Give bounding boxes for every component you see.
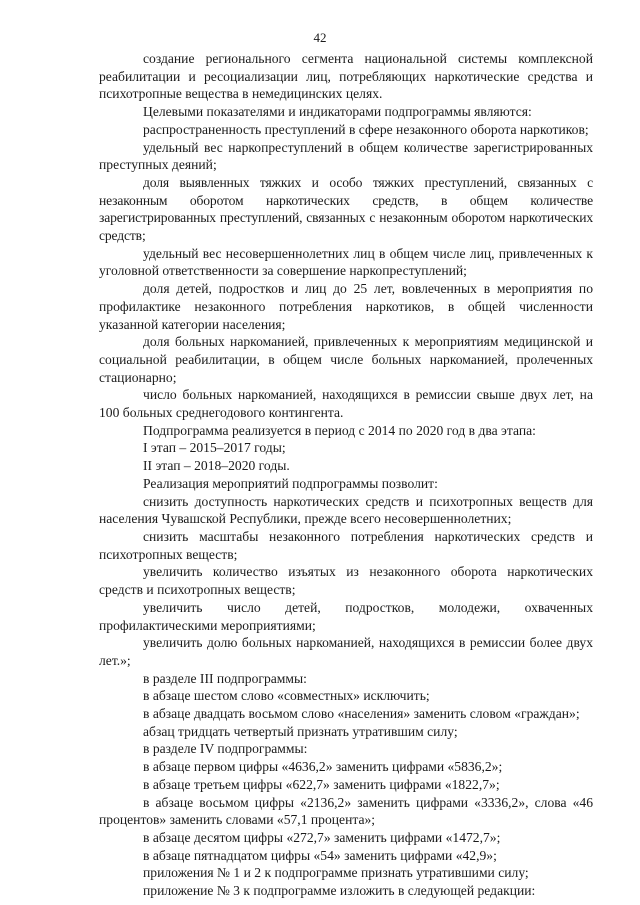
paragraph: распространенность преступлений в сфере незаконного оборота наркотиков; [143, 121, 589, 137]
paragraph: увеличить число детей, подростков, молодежи, охваченных профилактическими мероприятиями; [99, 599, 593, 633]
paragraph: в абзаце третьем цифры «622,7» заменить цифрами «1822,7»; [143, 776, 500, 792]
paragraph: создание регионального сегмента национальной системы комплексной реабилитации и ресоциализации лиц, потребляющих наркотические средства и психотропные вещества в немедицинских целях. [99, 51, 593, 102]
paragraph: в абзаце десятом цифры «272,7» заменить цифрами «1472,7»; [143, 829, 501, 845]
paragraph: Целевыми показателями и индикаторами подпрограммы являются: [143, 104, 532, 120]
paragraph: в абзаце двадцать восьмом слово «населения» заменить словом «граждан»; [143, 706, 580, 722]
paragraph: в абзаце пятнадцатом цифры «54» заменить цифрами «42,9»; [143, 847, 497, 863]
paragraph: Реализация мероприятий подпрограммы позволит: [143, 475, 438, 491]
paragraph: в разделе III подпрограммы: [143, 670, 307, 686]
paragraph: I этап – 2015–2017 годы; [143, 440, 286, 456]
document-body [99, 50, 593, 900]
page-number: 42 [313, 30, 327, 45]
paragraph: удельный вес наркопреступлений в общем количестве зарегистрированных преступных деяний; [99, 139, 593, 173]
paragraph: приложения № 1 и 2 к подпрограмме признать утратившими силу; [143, 865, 529, 881]
paragraph: удельный вес несовершеннолетних лиц в общем числе лиц, привлеченных к уголовной ответственности за совершение наркопреступлений; [99, 245, 593, 279]
paragraph: число больных наркоманией, находящихся в ремиссии свыше двух лет, на 100 больных среднегодового контингента. [99, 387, 593, 421]
paragraph: II этап – 2018–2020 годы. [143, 458, 290, 474]
paragraph: абзац тридцать четвертый признать утратившим силу; [143, 723, 458, 739]
paragraph: доля выявленных тяжких и особо тяжких преступлений, связанных с незаконным оборотом наркотических средств, в общем количестве зарегистрированных преступлений, связанных с незаконным оборотом наркотических средств; [99, 174, 593, 244]
paragraph: снизить масштабы незаконного потребления наркотических средств и психотропных веществ; [99, 528, 593, 562]
paragraph: в абзаце первом цифры «4636,2» заменить цифрами «5836,2»; [143, 759, 503, 775]
paragraph: доля больных наркоманией, привлеченных к мероприятиям медицинской и социальной реабилитации, в общем числе больных наркоманией, пролеченных стационарно; [99, 334, 593, 385]
paragraph: доля детей, подростков и лиц до 25 лет, вовлеченных в мероприятия по профилактике незаконного потребления наркотиков, в общей численности указанной категории населения; [99, 281, 593, 332]
paragraph: Подпрограмма реализуется в период с 2014 по 2020 год в два этапа: [143, 422, 536, 438]
paragraph: приложение № 3 к подпрограмме изложить в следующей редакции: [143, 883, 536, 899]
paragraph: увеличить количество изъятых из незаконного оборота наркотических средств и психотропных веществ; [99, 564, 593, 598]
paragraph: в абзаце шестом слово «совместных» исключить; [143, 688, 430, 704]
paragraph: в разделе IV подпрограммы: [143, 741, 308, 757]
paragraph: в абзаце восьмом цифры «2136,2» заменить цифрами «3336,2», слова «46 процентов» заменить словами «57,1 процента»; [99, 794, 593, 828]
paragraph: увеличить долю больных наркоманией, находящихся в ремиссии более двух лет.»; [99, 635, 593, 668]
paragraph: снизить доступность наркотических средств и психотропных веществ для населения Чувашской Республики, прежде всего несовершеннолетних; [99, 493, 593, 527]
